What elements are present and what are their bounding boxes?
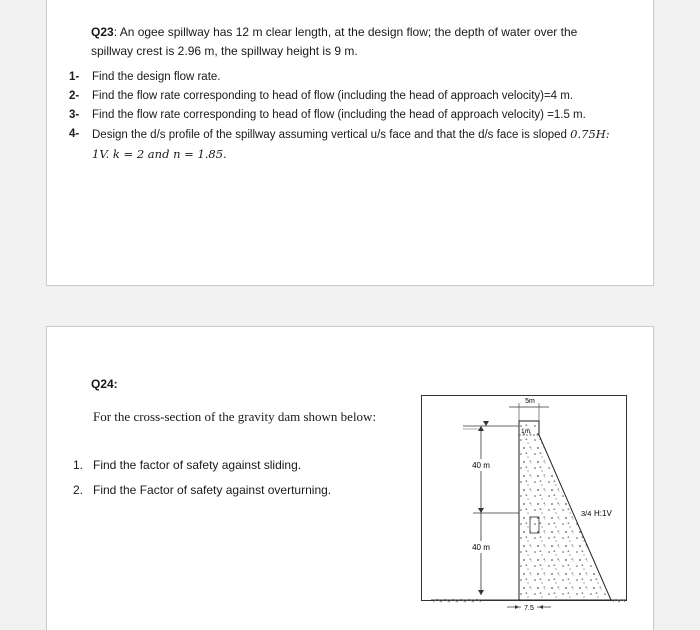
item-number: 2.: [73, 483, 84, 497]
slope-fraction-label: 3/4: [581, 509, 592, 518]
list-item: [69, 106, 629, 125]
q23-task-list: [69, 68, 629, 165]
item-number: 3-: [69, 109, 80, 121]
arrow-left-icon: [539, 605, 543, 609]
q23-label: Q23: [91, 25, 114, 39]
lower-height-label: 40 m: [472, 543, 490, 552]
item-text: Find the flow rate corresponding to head of flow (including the head of approach velocity) =1.5 m.: [92, 109, 586, 121]
item-text: Find the Factor of safety against overturning.: [93, 483, 332, 497]
q23-text: : An ogee spillway has 12 m clear length, at the design flow; the depth of water over the spillway crest is 2.96 m, the spillway height is 9 m.: [91, 25, 578, 58]
q24-label: Q24:: [91, 377, 118, 391]
q24-intro: For the cross-section of the gravity dam shown below:: [93, 409, 377, 424]
item-text: Find the flow rate corresponding to head of flow (including the head of approach velocity)=4 m.: [92, 90, 574, 102]
list-item: [73, 453, 331, 478]
list-item: [69, 68, 629, 87]
arrow-down-icon: [478, 508, 484, 513]
crest-width-label: 5m: [525, 398, 535, 405]
upper-height-label: 40 m: [472, 461, 490, 470]
freeboard-label: 1m: [521, 428, 531, 435]
item-number: 1-: [69, 71, 80, 83]
list-item: [69, 87, 629, 106]
item-text: Find the factor of safety against sliding.: [93, 458, 302, 472]
list-item: [73, 478, 331, 503]
arrow-up-icon: [478, 426, 484, 431]
list-item: [69, 125, 629, 165]
water-level-marker-icon: [483, 421, 489, 426]
gravity-dam-figure: [421, 395, 627, 613]
arrow-down-icon: [478, 590, 484, 595]
item-number: 2-: [69, 90, 80, 102]
q23-card: [46, 0, 654, 286]
item-number: 1.: [73, 458, 84, 472]
slope-label: H:1V: [594, 509, 612, 518]
item-number: 4-: [69, 128, 80, 140]
q23-statement: [91, 23, 611, 61]
item-math: 0.75H: 1V. k = 2 and n = 1.85.: [92, 127, 610, 161]
item-text: Design the d/s profile of the spillway assuming vertical u/s face and that the d/s face is sloped: [92, 129, 571, 141]
arrow-right-icon: [515, 605, 519, 609]
q24-card: [46, 326, 654, 630]
q24-task-list: [73, 453, 331, 503]
base-offset-label: 7.5: [524, 605, 534, 612]
item-text: Find the design flow rate.: [92, 71, 221, 83]
